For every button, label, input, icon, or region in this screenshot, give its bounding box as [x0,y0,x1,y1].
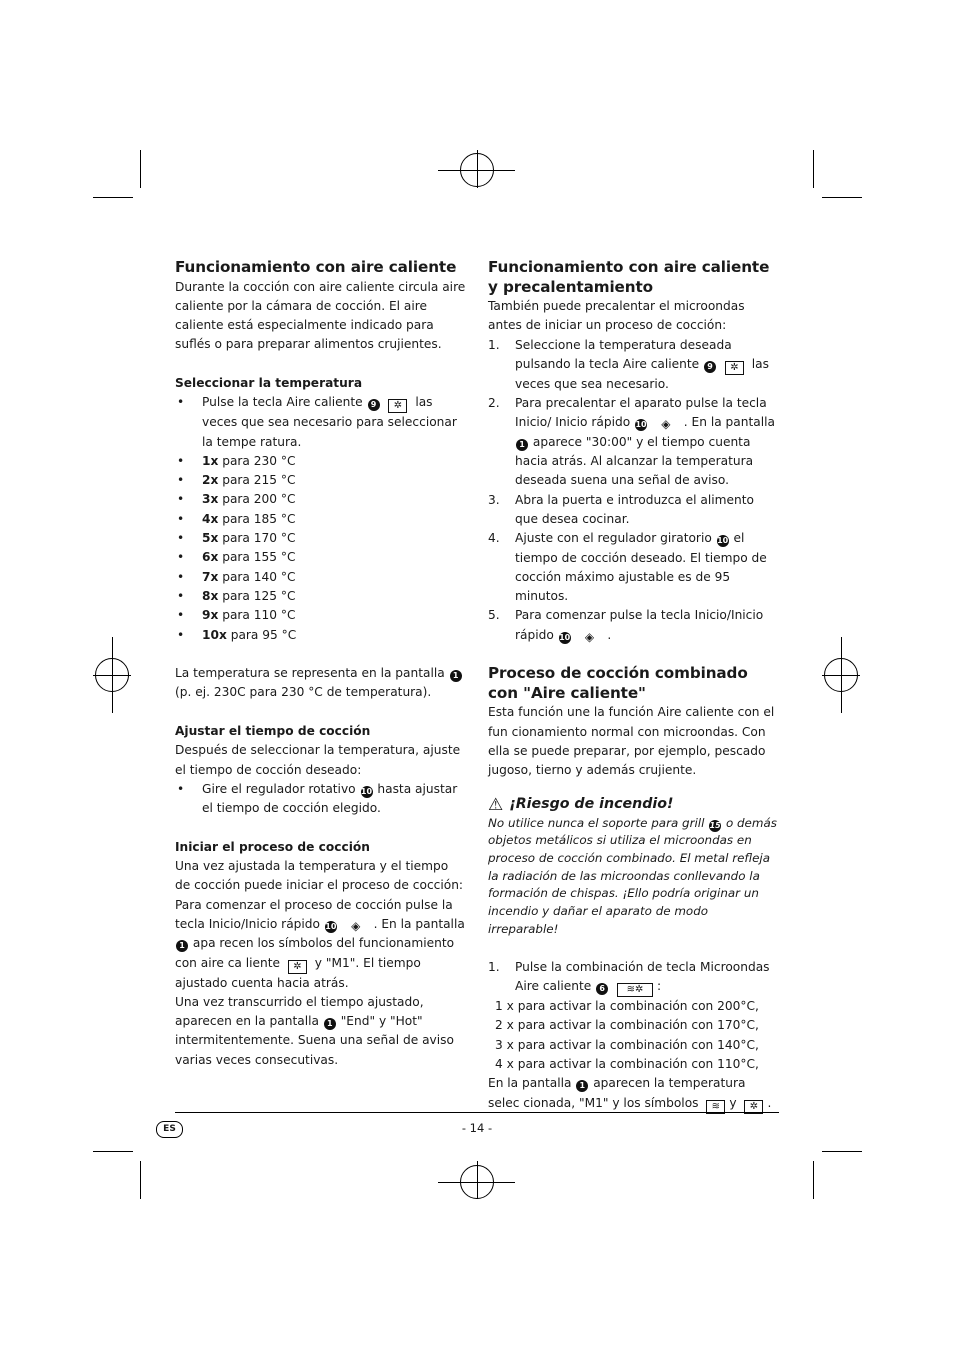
combo-option: 4 x para activar la combinación con 110°C, [495,1056,759,1071]
combined-intro: Esta función une la función Aire caliente con el fun cionamiento normal con microondas. Con ella se puede preparar, por ejemplo, pescado jugoso, tierno y además crujiente. [488,705,775,778]
right-column [488,258,780,1114]
list-item: 4. Ajuste con el regulador giratorio 10 el tiempo de cocción deseado. El tiempo de cocción máximo ajustable es de 95 minutos. [488,531,767,604]
ref-10-badge: 10 [717,536,729,546]
fan-icon: ✲ [725,361,744,375]
left-column [175,258,467,1070]
crop-mark [813,1161,814,1199]
combined-steps [488,958,780,997]
list-item: • 2x para 215 °C [175,471,467,490]
list-item: • Gire el regulador rotativo 10 hasta ajustar el tiempo de cocción elegido. [175,780,467,819]
list-item: • 4x para 185 °C [175,510,467,529]
quick-start-icon: ◈ [351,919,361,933]
ref-15-badge: 15 [709,820,721,830]
final-note: En la pantalla 1 aparecen la temperatura selec cionada, "M1" y los símbolos ≋ y ✲ . [488,1076,772,1112]
ref-6-badge: 6 [596,983,608,995]
list-item: • 10x para 95 °C [175,626,467,645]
list-item: • 9x para 110 °C [175,606,467,625]
list-item: • 6x para 155 °C [175,548,467,567]
list-item: 1. Pulse la combinación de tecla Microondas Aire caliente 6 ≋✲ : [488,959,770,996]
list-item: • 1x para 230 °C [175,452,467,471]
fan-icon: ✲ [744,1100,763,1114]
start-p2: Para comenzar el proceso de cocción pulse la tecla Inicio/Inicio rápido 10 ◈ . En la pantalla 1 apa recen los símbolos del funcionamiento con aire ca liente ✲ y "M1". El tiempo ajustado cuenta hacia atrás. [175,897,465,990]
combo-option: 2 x para activar la combinación con 170°C, [495,1018,759,1033]
warning-text: No utilice nunca el soporte para grill 15 o demás objetos metálicos si utiliza el microondas en proceso de cocción combinado. El metal refleja la radiación de las microondas conllevando la formación de chispas. ¡Ello podría originar un incendio y dañar el aparato de modo irreparable! [488,815,777,936]
temperature-instructions [175,393,467,645]
ref-10-badge: 10 [360,786,373,796]
fan-icon: ✲ [288,960,307,974]
registration-circle [460,153,494,187]
crop-mark [140,150,141,188]
crop-mark [813,150,814,188]
fan-icon: ✲ [388,399,407,413]
crop-mark [822,1151,862,1152]
ref-1-badge: 1 [176,940,188,952]
language-badge: ES [156,1121,183,1138]
ref-1-badge: 1 [576,1080,588,1092]
ref-1-badge: 1 [324,1018,336,1030]
time-instructions [175,780,467,819]
list-item: • 5x para 170 °C [175,529,467,548]
combo-option: 3 x para activar la combinación con 140°C, [495,1037,759,1052]
warning-triangle-icon: ⚠ [488,794,504,815]
footer-rule [175,1112,779,1113]
crop-mark [822,197,862,198]
end-paragraph: Una vez transcurrido el tiempo ajustado, aparecen en la pantalla 1 "End" y "Hot" intermitentemente. Suena una señal de aviso varias veces consecutivas. [175,994,454,1067]
ref-9-badge: 9 [368,399,380,411]
page-number: - 14 - [461,1121,493,1135]
ref-9-badge: 9 [704,361,716,373]
fire-warning-header [488,795,780,815]
preheat-intro: También puede precalentar el microondas antes de iniciar un proceso de cocción: [488,299,745,333]
crop-mark [140,1161,141,1199]
list-item: 3. Abra la puerta e introduzca el alimento que desea cocinar. [488,492,754,526]
ref-10-badge: 10 [635,420,647,430]
preheat-steps [488,336,780,645]
hot-air-intro: Durante la cocción con aire caliente circula aire caliente por la cámara de cocción. El aire caliente está especialmente indicado para suflés o para preparar alimentos crujientes. [175,279,466,352]
list-item: 1. Seleccione la temperatura deseada pulsando la tecla Aire caliente 9 ✲ las veces que sea necesario. [488,337,770,391]
heading-set-time: Ajustar el tiempo de cocción [175,724,371,739]
list-item: • 8x para 125 °C [175,587,467,606]
ref-10-badge: 10 [559,632,571,642]
registration-circle [824,658,858,692]
ref-10-badge: 10 [325,922,337,931]
heading-select-temperature: Seleccionar la temperatura [175,375,363,390]
list-item: • Pulse la tecla Aire caliente 9 ✲ las veces que sea necesario para seleccionar la tempe ratura. [175,393,467,452]
microwave-waves-icon: ≋ [706,1100,725,1114]
ref-1-badge: 1 [450,670,462,682]
list-item: 5. Para comenzar pulse la tecla Inicio/Inicio rápido 10 ◈ . [488,608,764,644]
combo-option: 1 x para activar la combinación con 200°C, [495,999,759,1014]
list-item: 2. Para precalentar el aparato pulse la tecla Inicio/ Inicio rápido 10 ◈ . En la pantalla 1 aparece "30:00" y el tiempo cuenta hacia atrás. Al alcanzar la temperatura deseada suena una señal de aviso. [488,396,775,488]
start-p1: Una vez ajustada la temperatura y el tiempo de cocción puede iniciar el proceso de cocción: [175,859,464,893]
ref-1-badge: 1 [516,439,528,451]
crop-mark [93,197,133,198]
registration-circle [95,658,129,692]
time-intro: Después de seleccionar la temperatura, ajuste el tiempo de cocción deseado: [175,743,461,777]
section-title-combined: Proceso de cocción combinado con "Aire caliente" [488,664,748,702]
display-note: La temperatura se representa en la pantalla 1 (p. ej. 230C para 230 °C de temperatura). [175,664,467,703]
quick-start-icon: ◈ [584,629,595,644]
section-title-hot-air: Funcionamiento con aire caliente [175,258,457,276]
crop-mark [93,1151,133,1152]
microwave-fan-combo-icon: ≋✲ [617,983,653,997]
section-title-preheat: Funcionamiento con aire caliente y precalentamiento [488,258,770,296]
list-item: • 7x para 140 °C [175,568,467,587]
registration-circle [460,1165,494,1199]
heading-start-cooking: Iniciar el proceso de cocción [175,839,370,854]
quick-start-icon: ◈ [661,417,671,432]
list-item: • 3x para 200 °C [175,490,467,509]
warning-title: ¡Riesgo de incendio! [509,795,674,812]
